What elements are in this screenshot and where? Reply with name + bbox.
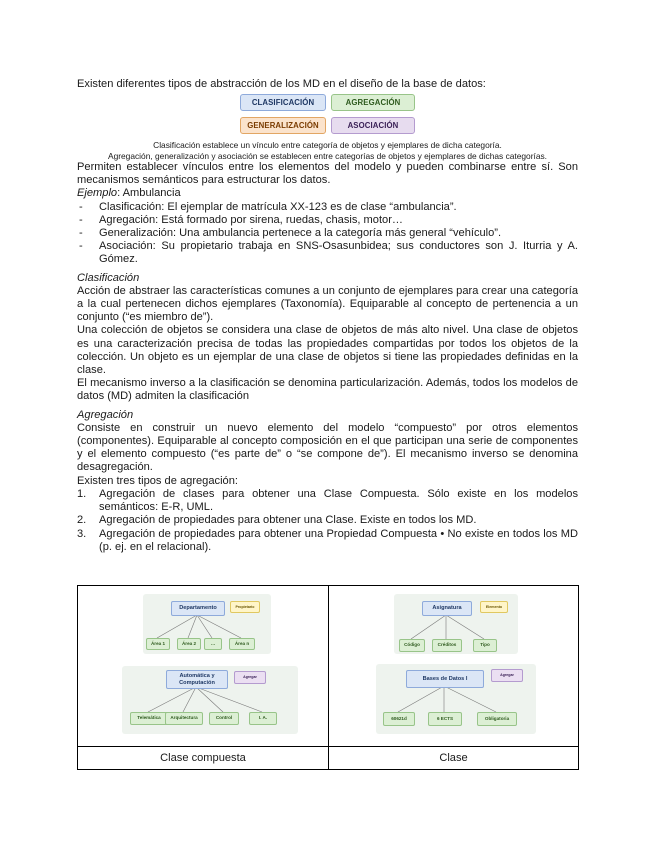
list-item: - Generalización: Una ambulancia pertenece a la categoría más general “vehículo”. xyxy=(77,227,578,240)
node-child: Créditos xyxy=(432,639,462,652)
label-clase: Clase xyxy=(329,747,579,770)
tag-generalizacion: GENERALIZACIÓN xyxy=(240,117,326,134)
tag-agregacion: AGREGACIÓN xyxy=(331,94,415,111)
list-item xyxy=(77,528,578,554)
tag-clasificacion: CLASIFICACIÓN xyxy=(240,94,326,111)
node-child: Obligatoria xyxy=(477,712,517,726)
clasificacion-paragraph-1: Acción de abstraer las características comunes a un conjunto de ejemplares para crear una categoría a la cual pertenecen dichos ejemplares (Taxonomía). Equiparable al concepto de pertenencia a un conjunto (“es miembro de”). xyxy=(77,284,578,324)
comparison-table xyxy=(77,585,579,770)
list-item xyxy=(77,514,578,527)
agregacion-paragraph-2: Existen tres tipos de agregación: xyxy=(77,474,238,487)
clasificacion-paragraph-2: Una colección de objetos se considera una clase de objetos de más alto nivel. Una clase de objetos es una caracterización precisa de todas las propiedades compartidas por todos los objetos de la colección. Un objeto es un ejemplar de una clase de objetos si tiene las propiedades definidas en la clase. xyxy=(77,324,578,377)
node-tag: Propietario xyxy=(230,601,260,613)
agregacion-types-list xyxy=(77,488,578,554)
node-automatica: Automática y Computación xyxy=(166,670,228,689)
item-text: Agregación de propiedades para obtener una Propiedad Compuesta • No existe en todos los MD (p. ej. en el relacional). xyxy=(99,527,578,553)
node-child: Tipo xyxy=(473,639,497,652)
node-child: … xyxy=(204,638,222,650)
agregacion-paragraph-1: Consiste en construir un nuevo elemento del modelo “compuesto” por otros elementos (componentes). Equiparable al concepto composición en el que participan una serie de componentes y el elemento compuesto (“es parte de” o “se compone de”). El mecanismo inverso se denomina desagregación. xyxy=(77,421,578,474)
caption-line-2: Agregación, generalización y asociación se establecen entre categorías de objetos y ejemplares de dichas categorías. xyxy=(107,150,548,161)
item-text: Agregación de clases para obtener una Clase Compuesta. Sólo existe en los modelos semánticos: E-R, UML. xyxy=(99,487,578,514)
node-child: 60621d xyxy=(383,712,415,726)
list-item: - Clasificación: El ejemplar de matrícula XX-123 es de clase “ambulancia”. xyxy=(77,201,578,214)
node-bases-de-datos: Bases de Datos I xyxy=(406,670,484,688)
node-child: Control xyxy=(209,712,239,725)
item-number: 3. xyxy=(77,527,87,540)
label-clase-compuesta: Clase compuesta xyxy=(78,747,329,770)
node-child: 6 ECTS xyxy=(428,712,462,726)
node-tag: Agregar xyxy=(491,669,523,682)
tag-asociacion: ASOCIACIÓN xyxy=(331,117,415,134)
node-asignatura: Asignatura xyxy=(422,601,472,616)
diagram-clase-compuesta xyxy=(78,586,328,746)
item-number: 1. xyxy=(77,487,87,500)
ejemplo-label: Ejemplo xyxy=(77,187,118,200)
section-title-agregacion: Agregación xyxy=(77,408,134,421)
caption-line-1: Clasificación establece un vínculo entre categoría de objetos y ejemplares de dicha categoría. xyxy=(153,140,502,151)
node-child: Área n xyxy=(229,638,255,650)
intro-text: Existen diferentes tipos de abstracción de los MD en el diseño de la base de datos: xyxy=(77,78,486,90)
node-child: Arquitectura xyxy=(165,712,203,725)
node-tag: Agregar xyxy=(234,671,266,684)
paragraph-mecanismos: Permiten establecer vínculos entre los elementos del modelo y pueden combinarse entre sí. Son mecanismos semánticos para estructurar los datos. xyxy=(77,161,578,187)
item-number: 2. xyxy=(77,514,87,527)
node-child: Área 2 xyxy=(177,638,201,650)
node-tag: Elemento xyxy=(480,601,508,613)
node-child: Área 1 xyxy=(146,638,170,650)
node-child: I. A. xyxy=(249,712,277,725)
node-child: Código xyxy=(399,639,425,652)
node-child: Telemática xyxy=(130,712,168,725)
ejemplo-list xyxy=(77,201,578,267)
clasificacion-paragraph-3: El mecanismo inverso a la clasificación se denomina particularización. Además, todos los modelos de datos (MD) admiten la clasificación xyxy=(77,377,578,403)
diagram-clase xyxy=(329,586,578,746)
list-item: - Asociación: Su propietario trabaja en SNS-Osasunbidea; sus conductores son J. Iturria y A. Gómez. xyxy=(77,240,578,266)
node-departamento: Departamento xyxy=(171,601,225,616)
section-title-clasificacion: Clasificación xyxy=(77,271,140,284)
abstraction-tags xyxy=(240,94,415,134)
item-text: Agregación de propiedades para obtener una Clase. Existe en todos los MD. xyxy=(99,514,477,527)
figure-caption xyxy=(87,140,568,161)
document-page xyxy=(77,78,578,554)
list-item: - Agregación: Está formado por sirena, ruedas, chasis, motor… xyxy=(77,214,578,227)
ejemplo-text: : Ambulancia xyxy=(117,187,181,200)
list-item xyxy=(77,488,578,514)
ejemplo-heading xyxy=(77,187,578,200)
